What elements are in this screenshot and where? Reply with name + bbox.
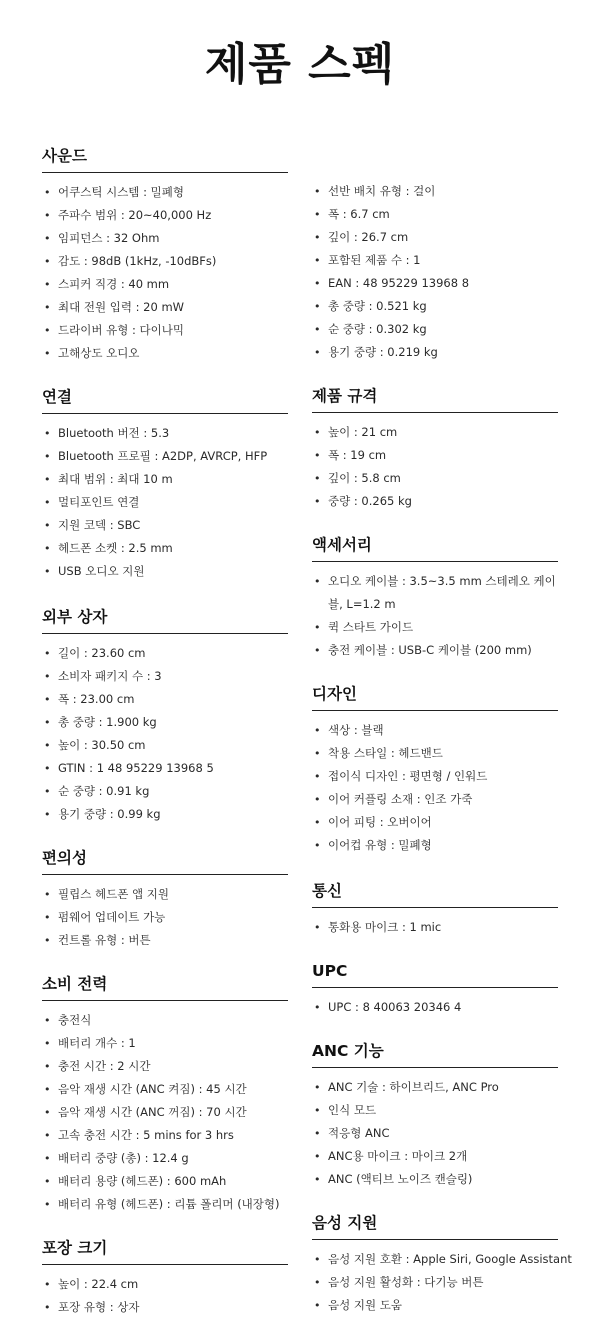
bullet-icon: • (44, 565, 51, 578)
spec-item-text: 멀티포인트 연결 (58, 495, 140, 509)
spec-item (312, 765, 558, 788)
spec-item-text: 높이 : 30.50 cm (58, 738, 146, 752)
spec-item (312, 1248, 572, 1271)
spec-item-text: 배터리 개수 : 1 (58, 1036, 136, 1050)
spec-item (312, 272, 558, 295)
spec-item-text: 색상 : 블랙 (328, 723, 384, 737)
bullet-icon: • (44, 1301, 51, 1314)
spec-item-text: 음성 지원 활성화 : 다기능 버튼 (328, 1275, 484, 1289)
spec-list (312, 719, 558, 857)
spec-item (312, 1122, 558, 1145)
spec-item-text: 높이 : 22.4 cm (58, 1277, 139, 1291)
bullet-icon: • (314, 770, 321, 783)
spec-item-text: 접이식 디자인 : 평면형 / 인워드 (328, 769, 488, 783)
spec-item (312, 616, 558, 639)
bullet-icon: • (314, 472, 321, 485)
section-title: 제품 규격 (312, 386, 558, 413)
spec-item (42, 1055, 288, 1078)
section-title: 연결 (42, 387, 288, 414)
spec-item (312, 916, 558, 939)
bullet-icon: • (314, 277, 321, 290)
spec-item-text: 드라이버 유형 : 다이나믹 (58, 323, 184, 337)
spec-item (312, 226, 558, 249)
spec-item-text: 어쿠스틱 시스템 : 밀폐형 (58, 185, 184, 199)
spec-item-text: 총 중량 : 0.521 kg (328, 299, 427, 313)
bullet-icon: • (314, 254, 321, 267)
spec-section (42, 974, 288, 1216)
bullet-icon: • (44, 1129, 51, 1142)
spec-item-text: 컨트롤 유형 : 버튼 (58, 933, 151, 947)
spec-item-text: 충전 케이블 : USB-C 케이블 (200 mm) (328, 643, 532, 657)
bullet-icon: • (44, 670, 51, 683)
spec-item-text: 깊이 : 5.8 cm (328, 471, 401, 485)
bullet-icon: • (44, 186, 51, 199)
bullet-icon: • (44, 1278, 51, 1291)
page-title: 제품 스펙 (204, 39, 396, 90)
bullet-icon: • (44, 911, 51, 924)
spec-item (42, 537, 288, 560)
section-title: 소비 전력 (42, 974, 288, 1001)
spec-item (42, 250, 288, 273)
spec-section (312, 180, 558, 364)
bullet-icon: • (44, 1083, 51, 1096)
spec-item (42, 227, 288, 250)
spec-item-text: 길이 : 23.60 cm (58, 646, 146, 660)
spec-item-text: 착용 스타일 : 헤드밴드 (328, 746, 443, 760)
spec-item (42, 883, 288, 906)
spec-item (42, 688, 288, 711)
bullet-icon: • (44, 1106, 51, 1119)
spec-item (42, 757, 288, 780)
section-title: 통신 (312, 881, 558, 908)
bullet-icon: • (44, 473, 51, 486)
spec-item-text: 음악 재생 시간 (ANC 꺼짐) : 70 시간 (58, 1105, 247, 1119)
bullet-icon: • (314, 426, 321, 439)
spec-list (312, 996, 558, 1019)
bullet-icon: • (314, 185, 321, 198)
bullet-icon: • (44, 762, 51, 775)
spec-item-text: 중량 : 0.265 kg (328, 494, 412, 508)
spec-item (42, 445, 288, 468)
spec-item (42, 560, 288, 583)
spec-item (42, 1124, 288, 1147)
spec-item (42, 1078, 288, 1101)
spec-section (312, 1041, 558, 1191)
spec-item-text: 음악 재생 시간 (ANC 켜짐) : 45 시간 (58, 1082, 247, 1096)
bullet-icon: • (314, 1001, 321, 1014)
spec-item (312, 444, 558, 467)
spec-item (312, 570, 558, 616)
spec-item-text: Bluetooth 프로필 : A2DP, AVRCP, HFP (58, 449, 268, 463)
spec-item-text: 충전 시간 : 2 시간 (58, 1059, 151, 1073)
bullet-icon: • (314, 1127, 321, 1140)
spec-section (42, 387, 288, 583)
spec-list (42, 883, 288, 952)
spec-item-text: 깊이 : 26.7 cm (328, 230, 409, 244)
spec-section (312, 1213, 572, 1317)
spec-item (42, 422, 288, 445)
spec-item (42, 491, 288, 514)
spec-list (312, 180, 558, 364)
spec-item-text: 폭 : 19 cm (328, 448, 387, 462)
spec-item (42, 803, 288, 826)
bullet-icon: • (314, 1253, 321, 1266)
spec-list (42, 181, 288, 365)
section-title: 디자인 (312, 684, 558, 711)
bullet-icon: • (314, 1150, 321, 1163)
bullet-icon: • (44, 1014, 51, 1027)
spec-item-text: 용기 중량 : 0.99 kg (58, 807, 161, 821)
spec-item-text: 이어컵 유형 : 밀폐형 (328, 838, 432, 852)
bullet-icon: • (44, 888, 51, 901)
bullet-icon: • (314, 323, 321, 336)
spec-item (312, 421, 558, 444)
spec-item (42, 1273, 288, 1296)
spec-item-text: 순 중량 : 0.302 kg (328, 322, 427, 336)
bullet-icon: • (314, 1276, 321, 1289)
spec-item-text: 높이 : 21 cm (328, 425, 398, 439)
spec-item-text: 인식 모드 (328, 1103, 377, 1117)
section-title: 음성 지원 (312, 1213, 558, 1240)
spec-item (312, 1168, 558, 1191)
bullet-icon: • (314, 1081, 321, 1094)
bullet-icon: • (44, 209, 51, 222)
spec-section (42, 1238, 288, 1319)
spec-item-text: 선반 배치 유형 : 걸이 (328, 184, 436, 198)
bullet-icon: • (314, 495, 321, 508)
spec-item (42, 514, 288, 537)
spec-item (312, 1145, 558, 1168)
bullet-icon: • (44, 934, 51, 947)
spec-item-text: 지원 코덱 : SBC (58, 518, 141, 532)
bullet-icon: • (314, 724, 321, 737)
spec-item-text: 고해상도 오디오 (58, 346, 140, 360)
bullet-icon: • (44, 1198, 51, 1211)
spec-item-text: ANC용 마이크 : 마이크 2개 (328, 1149, 468, 1163)
spec-item (42, 734, 288, 757)
spec-item (42, 181, 288, 204)
bullet-icon: • (314, 231, 321, 244)
bullet-icon: • (44, 739, 51, 752)
spec-item (42, 1193, 288, 1216)
spec-item-text: 소비자 패키지 수 : 3 (58, 669, 162, 683)
spec-item (312, 180, 558, 203)
spec-list (42, 642, 288, 826)
bullet-icon: • (44, 785, 51, 798)
spec-section (312, 881, 558, 939)
spec-item-text: 이어 커플링 소재 : 인조 가죽 (328, 792, 473, 806)
spec-item (312, 811, 558, 834)
spec-item (42, 468, 288, 491)
bullet-icon: • (314, 644, 321, 657)
spec-list (312, 916, 558, 939)
spec-item-text: 용기 중량 : 0.219 kg (328, 345, 438, 359)
bullet-icon: • (314, 208, 321, 221)
spec-item (42, 780, 288, 803)
spec-column-right (312, 146, 572, 1317)
section-title: 외부 상자 (42, 607, 288, 634)
spec-item-text: 고속 충전 시간 : 5 mins for 3 hrs (58, 1128, 234, 1142)
spec-item (312, 834, 558, 857)
spec-section (42, 146, 288, 365)
bullet-icon: • (314, 575, 321, 588)
spec-item-text: 배터리 용량 (헤드폰) : 600 mAh (58, 1174, 227, 1188)
spec-item-text: 오디오 케이블 : 3.5~3.5 mm 스테레오 케이블, L=1.2 m (328, 574, 556, 611)
spec-item-text: UPC : 8 40063 20346 4 (328, 1000, 462, 1014)
spec-item (312, 341, 558, 364)
spec-list (312, 1076, 558, 1191)
spec-item-text: 폭 : 23.00 cm (58, 692, 135, 706)
bullet-icon: • (44, 808, 51, 821)
spec-section (312, 535, 558, 662)
bullet-icon: • (44, 1175, 51, 1188)
spec-item-text: ANC (액티브 노이즈 캔슬링) (328, 1172, 473, 1186)
spec-item (312, 742, 558, 765)
bullet-icon: • (44, 1060, 51, 1073)
spec-list (312, 421, 558, 513)
bullet-icon: • (44, 1152, 51, 1165)
spec-item (42, 906, 288, 929)
spec-item (312, 719, 558, 742)
spec-item (42, 1296, 288, 1319)
spec-item-text: 음성 지원 도움 (328, 1298, 402, 1312)
spec-column-left (42, 146, 288, 1319)
spec-item-text: 폭 : 6.7 cm (328, 207, 390, 221)
spec-list (312, 570, 558, 662)
spec-item-text: EAN : 48 95229 13968 8 (328, 276, 470, 290)
spec-item-text: 배터리 유형 (헤드폰) : 리튬 폴리머 (내장형) (58, 1197, 280, 1211)
bullet-icon: • (44, 301, 51, 314)
spec-section (42, 607, 288, 826)
bullet-icon: • (44, 519, 51, 532)
bullet-icon: • (314, 1104, 321, 1117)
bullet-icon: • (314, 921, 321, 934)
spec-list (42, 1009, 288, 1216)
spec-item (42, 1009, 288, 1032)
spec-item (312, 788, 558, 811)
spec-item (42, 296, 288, 319)
spec-item-text: USB 오디오 지원 (58, 564, 145, 578)
spec-item-text: 감도 : 98dB (1kHz, -10dBFs) (58, 254, 217, 268)
bullet-icon: • (44, 255, 51, 268)
spec-item-text: 헤드폰 소켓 : 2.5 mm (58, 541, 173, 555)
bullet-icon: • (44, 496, 51, 509)
spec-item-text: 적응형 ANC (328, 1126, 390, 1140)
spec-item (312, 467, 558, 490)
spec-item (42, 665, 288, 688)
spec-item-text: 퀵 스타트 가이드 (328, 620, 414, 634)
spec-list (42, 422, 288, 583)
bullet-icon: • (314, 621, 321, 634)
section-title: 사운드 (42, 146, 288, 173)
bullet-icon: • (44, 716, 51, 729)
spec-item-text: Bluetooth 버전 : 5.3 (58, 426, 170, 440)
spec-section (312, 386, 558, 513)
spec-item-text: 최대 범위 : 최대 10 m (58, 472, 173, 486)
bullet-icon: • (44, 542, 51, 555)
bullet-icon: • (314, 816, 321, 829)
spec-item (312, 249, 558, 272)
spec-item (312, 318, 558, 341)
bullet-icon: • (44, 450, 51, 463)
spec-item-text: 필립스 헤드폰 앱 지원 (58, 887, 169, 901)
spec-item (312, 1271, 558, 1294)
bullet-icon: • (314, 346, 321, 359)
bullet-icon: • (44, 324, 51, 337)
bullet-icon: • (44, 693, 51, 706)
spec-section (312, 684, 558, 857)
spec-item (312, 639, 558, 662)
spec-item (312, 295, 558, 318)
bullet-icon: • (314, 300, 321, 313)
bullet-icon: • (44, 232, 51, 245)
spec-list (42, 1273, 288, 1319)
spec-item-text: 순 중량 : 0.91 kg (58, 784, 150, 798)
spec-list (312, 1248, 572, 1317)
spec-item-text: 음성 지원 호환 : Apple Siri, Google Assistant (328, 1252, 572, 1266)
spec-item (42, 1170, 288, 1193)
section-title: 포장 크기 (42, 1238, 288, 1265)
bullet-icon: • (314, 839, 321, 852)
spec-item (312, 1099, 558, 1122)
spec-item (42, 273, 288, 296)
bullet-icon: • (314, 747, 321, 760)
spec-item-text: 배터리 중량 (총) : 12.4 g (58, 1151, 189, 1165)
spec-item (42, 1147, 288, 1170)
spec-item-text: 포장 유형 : 상자 (58, 1300, 140, 1314)
spec-item (42, 1032, 288, 1055)
spec-item-text: 총 중량 : 1.900 kg (58, 715, 157, 729)
spec-item (42, 1101, 288, 1124)
spec-item-text: 포함된 제품 수 : 1 (328, 253, 421, 267)
section-title: UPC (312, 961, 558, 988)
spec-item (312, 490, 558, 513)
bullet-icon: • (314, 1299, 321, 1312)
spec-item (42, 929, 288, 952)
spec-item-text: 임피던스 : 32 Ohm (58, 231, 160, 245)
section-title: 액세서리 (312, 535, 558, 562)
spec-item (312, 996, 558, 1019)
spec-item-text: 최대 전원 입력 : 20 mW (58, 300, 185, 314)
spec-item (42, 642, 288, 665)
bullet-icon: • (44, 427, 51, 440)
spec-item-text: 스피커 직경 : 40 mm (58, 277, 170, 291)
spec-item-text: 주파수 범위 : 20~40,000 Hz (58, 208, 212, 222)
section-title: 편의성 (42, 848, 288, 875)
bullet-icon: • (44, 647, 51, 660)
spec-item (42, 319, 288, 342)
spec-item (312, 1076, 558, 1099)
bullet-icon: • (314, 1173, 321, 1186)
spec-item (42, 204, 288, 227)
spec-item-text: 펌웨어 업데이트 가능 (58, 910, 166, 924)
spec-section (312, 961, 558, 1019)
spec-item-text: 이어 피팅 : 오버이어 (328, 815, 432, 829)
section-title: ANC 기능 (312, 1041, 558, 1068)
spec-item-text: GTIN : 1 48 95229 13968 5 (58, 761, 214, 775)
spec-item (42, 711, 288, 734)
spec-item (42, 342, 288, 365)
bullet-icon: • (44, 278, 51, 291)
bullet-icon: • (314, 793, 321, 806)
spec-item-text: 충전식 (58, 1013, 92, 1027)
spec-item (312, 203, 558, 226)
bullet-icon: • (44, 347, 51, 360)
spec-section (42, 848, 288, 952)
spec-item-text: ANC 기술 : 하이브리드, ANC Pro (328, 1080, 499, 1094)
bullet-icon: • (44, 1037, 51, 1050)
bullet-icon: • (314, 449, 321, 462)
spec-item-text: 통화용 마이크 : 1 mic (328, 920, 442, 934)
spec-item (312, 1294, 558, 1317)
